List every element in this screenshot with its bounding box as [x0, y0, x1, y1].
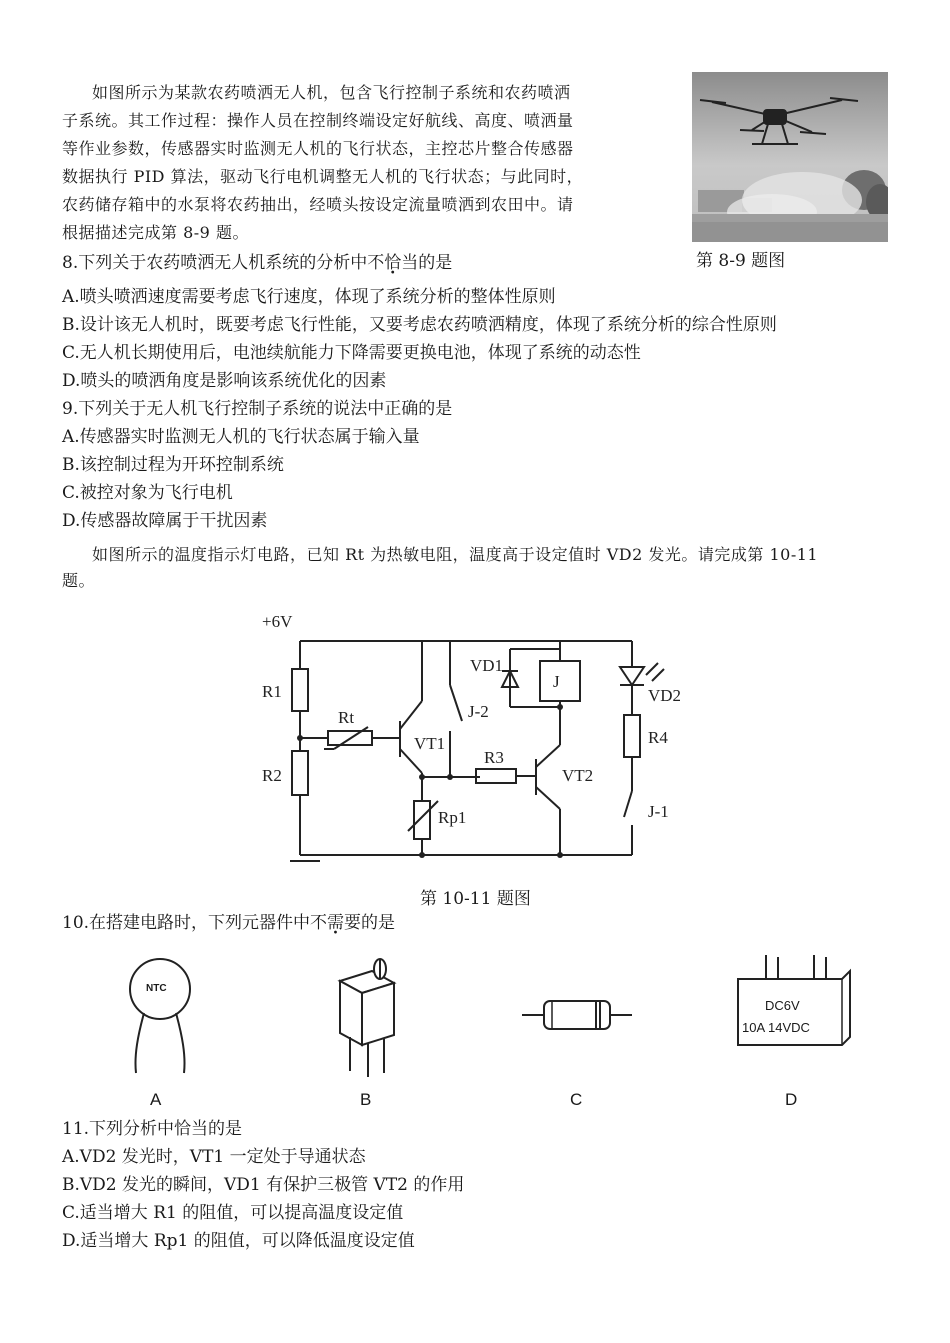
stem-text: 的是 — [418, 253, 453, 273]
circuit-diagram — [240, 605, 680, 875]
stem-text: 10.在搭建电路时，下列元器件中 — [62, 913, 311, 933]
question-11-option-c: C.适当增大 R1 的阻值，可以提高温度设定值 — [62, 1203, 404, 1223]
choice-b-label: B — [360, 1090, 372, 1109]
question-9-option-c: C.被控对象为飞行电机 — [62, 483, 233, 503]
photo-caption: 第 8-9 题图 — [696, 251, 786, 271]
question-8-option-c: C.无人机长期使用后，电池续航能力下降需要更换电池，体现了系统的动态性 — [62, 343, 641, 363]
question-11-stem: 11.下列分析中恰当的是 — [62, 1119, 243, 1139]
question-10-stem — [62, 912, 395, 934]
question-9-option-b: B.该控制过程为开环控制系统 — [62, 455, 284, 475]
question-9-stem: 9.下列关于无人机飞行控制子系统的说法中正确的是 — [62, 399, 453, 419]
label-r1: R1 — [262, 682, 282, 701]
question-8-option-d: D.喷头的喷洒角度是影响该系统优化的因素 — [62, 371, 387, 391]
intro-line: 如图所示为某款农药喷洒无人机，包含飞行控制子系统和农药喷洒 — [92, 83, 571, 102]
choice-a-label: A — [150, 1090, 162, 1109]
label-j: J — [553, 672, 560, 691]
label-r4: R4 — [648, 728, 668, 747]
intro-line: 子系统。其工作过程：操作人员在控制终端设定好航线、高度、喷洒量 — [62, 111, 574, 130]
supply-label: +6V — [262, 612, 293, 631]
emphasis-text: 不恰当 — [367, 253, 419, 273]
intro-line: 等作业参数，传感器实时监测无人机的飞行状态，主控芯片整合传感器 — [62, 139, 574, 158]
label-r3: R3 — [484, 748, 504, 767]
drone-photo — [692, 72, 888, 242]
label-j1: J-1 — [648, 802, 669, 821]
component-trimmer-potentiometer — [330, 955, 410, 1080]
circuit-caption: 第 10-11 题图 — [420, 889, 531, 909]
component-ntc-thermistor — [120, 955, 200, 1080]
choice-c-label: C — [570, 1090, 583, 1109]
label-rt: Rt — [338, 708, 355, 727]
intro-10-11-line1: 如图所示的温度指示灯电路，已知 Rt 为热敏电阻，温度高于设定值时 VD2 发光。请完成第 10-11 — [92, 545, 819, 564]
label-vt1: VT1 — [414, 734, 446, 753]
stem-text: 的是 — [361, 913, 396, 933]
question-8-option-b: B.设计该无人机时，既要考虑飞行性能，又要考虑农药喷洒精度，体现了系统分析的综合性原则 — [62, 315, 777, 335]
question-9-option-d: D.传感器故障属于干扰因素 — [62, 511, 268, 531]
label-rp1: Rp1 — [438, 808, 467, 827]
intro-10-11-line2: 题。 — [62, 571, 96, 590]
relay-text-2: 10A 14VDC — [742, 1020, 810, 1035]
intro-line: 根据描述完成第 8-9 题。 — [62, 223, 249, 242]
question-11-option-b: B.VD2 发光的瞬间，VD1 有保护三极管 VT2 的作用 — [62, 1175, 465, 1195]
label-j2: J-2 — [468, 702, 489, 721]
component-diode — [520, 995, 635, 1035]
question-11-option-a: A.VD2 发光时，VT1 一定处于导通状态 — [62, 1147, 366, 1167]
label-r2: R2 — [262, 766, 282, 785]
intro-line: 农药储存箱中的水泵将农药抽出，经喷头按设定流量喷洒到农田中。请 — [62, 195, 574, 214]
question-11-option-d: D.适当增大 Rp1 的阻值，可以降低温度设定值 — [62, 1231, 415, 1251]
stem-text: 8.下列关于农药喷洒无人机系统的分析中 — [62, 253, 368, 273]
label-vd2: VD2 — [648, 686, 680, 705]
relay-text-1: DC6V — [765, 998, 800, 1013]
question-9-option-a: A.传感器实时监测无人机的飞行状态属于输入量 — [62, 427, 420, 447]
question-8-option-a: A.喷头喷洒速度需要考虑飞行速度，体现了系统分析的整体性原则 — [62, 287, 556, 307]
question-8-stem — [62, 252, 452, 274]
ntc-text: NTC — [146, 983, 167, 994]
label-vd1: VD1 — [470, 656, 504, 675]
label-vt2: VT2 — [562, 766, 594, 785]
emphasis-text: 不需要 — [310, 913, 362, 933]
intro-line: 数据执行 PID 算法，驱动飞行电机调整无人机的飞行状态；与此同时， — [62, 167, 584, 186]
choice-d-label: D — [785, 1090, 798, 1109]
